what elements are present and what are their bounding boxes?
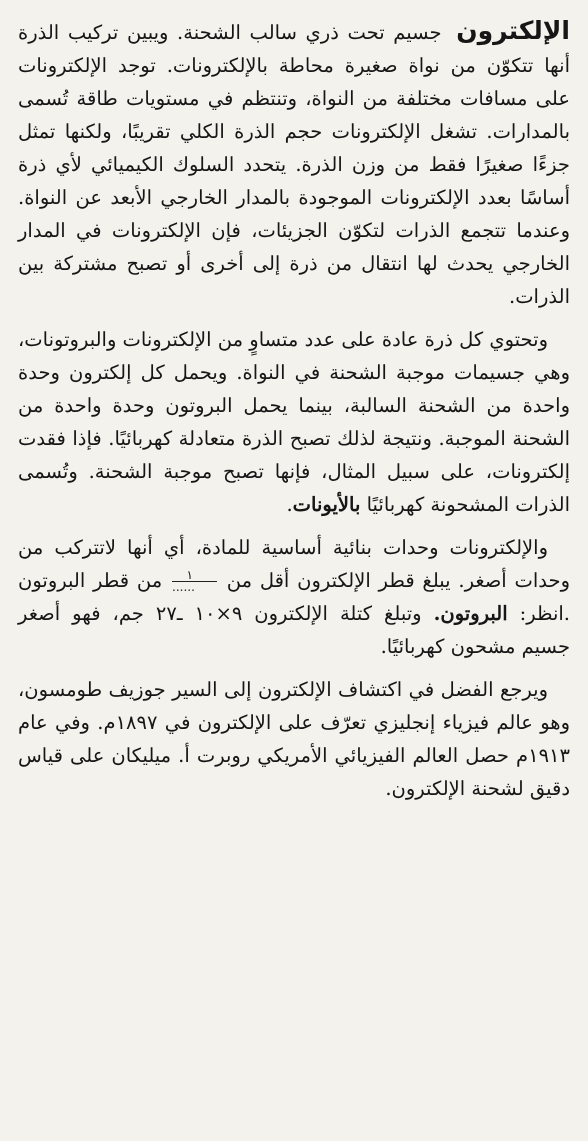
proton-cross-reference: البروتون. bbox=[433, 602, 508, 625]
fraction bbox=[172, 570, 217, 593]
paragraph-2-end: . bbox=[286, 493, 293, 516]
paragraph-2 bbox=[18, 323, 570, 521]
headword: الإلكترون bbox=[456, 16, 570, 45]
fraction-denominator: ...... bbox=[172, 580, 195, 594]
paragraph-3-text-b: من قطر البروتون .انظر: bbox=[18, 569, 570, 625]
paragraph-4-text: ويرجع الفضل في اكتشاف الإلكترون إلى السير جوزيف طومسون، وهو عالم فيزياء إنجليزي تعرّف على الإلكترون في ١٨٩٧م. وفي عام ١٩١٣م حصل العالم الفيزيائي الأمريكي روبرت أ. ميليكان على قياس دقيق لشحنة الإلكترون. bbox=[18, 678, 571, 800]
fraction-numerator: ١ bbox=[172, 570, 217, 582]
paragraph-3-text-c: وتبلغ كتلة الإلكترون ٩×١٠ ـ٢٧ جم، فهو أصغر جسيم مشحون كهربائيًا. bbox=[18, 602, 570, 658]
paragraph-3 bbox=[18, 531, 570, 663]
paragraph-3-text-a: والإلكترونات وحدات بنائية أساسية للمادة، أي أنها لاتتركب من وحدات أصغر. يبلغ قطر الإلكترون أقل من bbox=[18, 536, 571, 592]
paragraph-1 bbox=[18, 14, 570, 313]
ions-term: بالأيونات bbox=[292, 493, 361, 516]
paragraph-1-text: جسيم تحت ذري سالب الشحنة. ويبين تركيب الذرة أنها تتكوّن من نواة صغيرة محاطة بالإلكترونات. توجد الإلكترونات على مسافات مختلفة من النواة، وتنتظم في مستويات طاقة تُسمى بالمدارات. تشغل الإلكترونات حجم الذرة الكلي تقريبًا، ولكنها تمثل جزءًا صغيرًا فقط من وزن الذرة. يتحدد السلوك الكيميائي لأي ذرة أساسًا بعدد الإلكترونات الموجودة بالمدار الخارجي الأبعد عن النواة. وعندما تتجمع الذرات لتكوّن الجزيئات، فإن الإلكترونات في المدار الخارجي يحدث لها انتقال من ذرة إلى أخرى أو تصبح مشتركة بين الذرات. bbox=[18, 21, 570, 308]
paragraph-2-text: وتحتوي كل ذرة عادة على عدد متساوٍ من الإلكترونات والبروتونات، وهي جسيمات موجبة الشحنة في النواة. ويحمل كل إلكترون وحدة واحدة من الشحنة السالبة، بينما يحمل البروتون وحدة واحدة من الشحنة الموجبة. ونتيجة لذلك تصبح الذرة متعادلة كهربائيًا. فإذا فقدت إلكترونات، على سبيل المثال، فإنها تصبح موجبة الشحنة. وتُسمى الذرات المشحونة كهربائيًا bbox=[18, 328, 570, 516]
article-electron bbox=[18, 14, 570, 805]
paragraph-4 bbox=[18, 673, 570, 805]
